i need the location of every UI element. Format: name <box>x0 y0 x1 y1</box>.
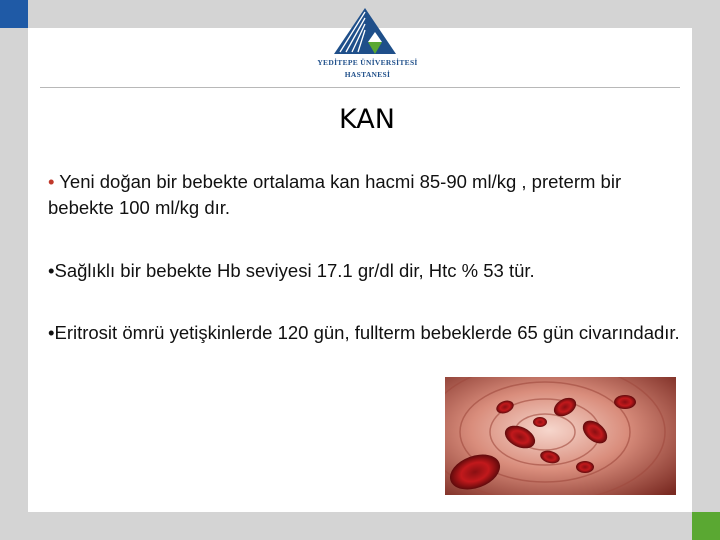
logo-university-name: YEDİTEPE ÜNİVERSİTESİ <box>317 58 418 67</box>
bullet-text: Yeni doğan bir bebekte ortalama kan hacmi 85-90 ml/kg , preterm bir bebekte 100 ml/kg dır. <box>48 171 622 218</box>
header-divider <box>40 87 680 88</box>
bullet-text: Sağlıklı bir bebekte Hb seviyesi 17.1 gr/dl dir, Htc % 53 tür. <box>54 260 535 281</box>
logo-hospital-name: HASTANESİ <box>344 70 391 79</box>
bullet-item <box>48 169 688 221</box>
bullet-item <box>48 258 688 284</box>
bullet-item <box>48 320 688 346</box>
yeditepe-triangle-logo-icon <box>330 6 400 56</box>
bullet-marker: • <box>48 260 55 281</box>
bullet-text: Eritrosit ömrü yetişkinlerde 120 gün, fullterm bebeklerde 65 gün civarındadır. <box>54 322 680 343</box>
yeditepe-logo <box>300 6 430 86</box>
slide-title: KAN <box>339 104 395 135</box>
red-blood-cells-image <box>445 377 676 495</box>
corner-accent-blue <box>0 0 28 28</box>
bullet-marker: • <box>48 322 55 343</box>
corner-accent-green <box>692 512 720 540</box>
bullet-marker: • <box>48 171 55 192</box>
